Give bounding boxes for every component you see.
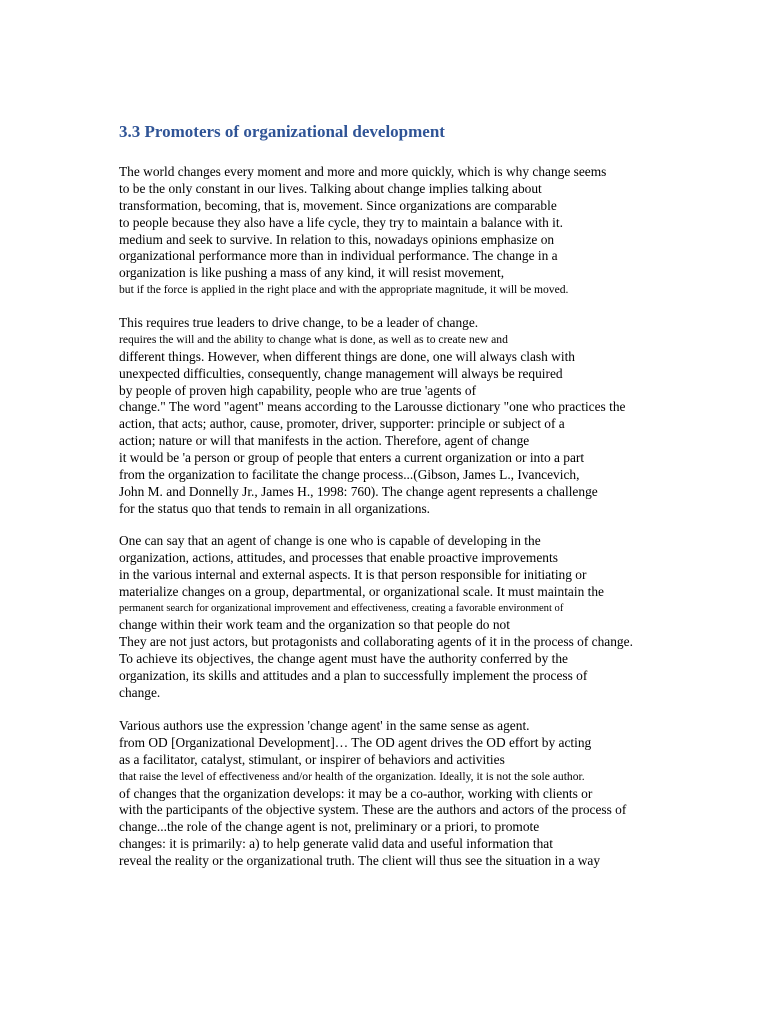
paragraph-line: One can say that an agent of change is one who is capable of developing in the xyxy=(119,533,541,548)
paragraph-line: They are not just actors, but protagonists and collaborating agents of it in the process of change. xyxy=(119,634,633,650)
paragraph-line: materialize changes on a group, departmental, or organizational scale. It must maintain the xyxy=(119,583,604,599)
section-heading: 3.3 Promoters of organizational development xyxy=(119,122,445,141)
paragraph-line: action, that acts; author, cause, promoter, driver, supporter: principle or subject of a xyxy=(119,416,565,432)
paragraph-line: To achieve its objectives, the change agent must have the authority conferred by the xyxy=(119,651,568,667)
paragraph-line: from the organization to facilitate the change process...(Gibson, James L., Ivancevich, xyxy=(119,467,580,483)
paragraph-line: transformation, becoming, that is, movement. Since organizations are comparable xyxy=(119,197,557,213)
paragraph-line: reveal the reality or the organizational truth. The client will thus see the situation in a way xyxy=(119,853,601,869)
paragraph-line: changes: it is primarily: a) to help generate valid data and useful information that xyxy=(119,836,553,852)
paragraph-line: change within their work team and the organization so that people do not xyxy=(119,617,510,633)
paragraph-line: in the various internal and external aspects. It is that person responsible for initiating or xyxy=(119,566,587,582)
paragraph-line: for the status quo that tends to remain in all organizations. xyxy=(119,500,431,516)
paragraph-line: with the participants of the objective system. These are the authors and actors of the process of xyxy=(119,802,627,818)
paragraph-2 xyxy=(119,315,625,518)
paragraph-line: change. xyxy=(119,685,161,701)
paragraph-line: different things. However, when different things are done, one will always clash with xyxy=(119,348,575,364)
paragraph-line: change...the role of the change agent is not, preliminary or a priori, to promote xyxy=(119,819,540,835)
paragraph-line: permanent search for organizational improvement and effectiveness, creating a favorable environment of xyxy=(119,602,564,614)
paragraph-line: organization is like pushing a mass of any kind, it will resist movement, xyxy=(119,265,505,281)
paragraph-line: Various authors use the expression 'change agent' in the same sense as agent. xyxy=(119,718,530,733)
paragraph-line: organization, its skills and attitudes and a plan to successfully implement the process of xyxy=(119,668,588,684)
paragraph-line: medium and seek to survive. In relation to this, nowadays opinions emphasize on xyxy=(119,231,555,247)
paragraph-line: to be the only constant in our lives. Talking about change implies talking about xyxy=(119,180,542,196)
paragraph-line: it would be 'a person or group of people that enters a current organization or into a part xyxy=(119,450,585,466)
paragraph-line: change." The word "agent" means according to the Larousse dictionary "one who practices the xyxy=(119,399,626,415)
paragraph-line: organizational performance more than in individual performance. The change in a xyxy=(119,248,558,264)
paragraph-line: as a facilitator, catalyst, stimulant, or inspirer of behaviors and activities xyxy=(119,751,505,767)
paragraph-line: by people of proven high capability, people who are true 'agents of xyxy=(119,382,477,398)
paragraph-4 xyxy=(119,718,626,870)
paragraph-line: organization, actions, attitudes, and processes that enable proactive improvements xyxy=(119,549,558,565)
paragraph-1 xyxy=(119,164,606,299)
paragraph-line: The world changes every moment and more and more quickly, which is why change seems xyxy=(119,164,607,179)
paragraph-line: to people because they also have a life cycle, they try to maintain a balance with it. xyxy=(119,214,563,230)
paragraph-line: from OD [Organizational Development]… The OD agent drives the OD effort by acting xyxy=(119,734,592,750)
paragraph-line: This requires true leaders to drive change, to be a leader of change. xyxy=(119,315,479,330)
paragraph-line: action; nature or will that manifests in the action. Therefore, agent of change xyxy=(119,433,530,449)
paragraph-line: of changes that the organization develops: it may be a co-author, working with clients or xyxy=(119,785,593,801)
paragraph-line: that raise the level of effectiveness and/or health of the organization. Ideally, it is not the sole author. xyxy=(119,769,585,783)
paragraph-line: unexpected difficulties, consequently, change management will always be required xyxy=(119,365,563,381)
paragraph-3 xyxy=(119,533,633,702)
paragraph-line: requires the will and the ability to change what is done, as well as to create new and xyxy=(119,332,508,346)
paragraph-line: but if the force is applied in the right place and with the appropriate magnitude, it will be moved. xyxy=(119,283,569,297)
paragraph-line: John M. and Donnelly Jr., James H., 1998: 760). The change agent represents a challenge xyxy=(119,483,598,499)
